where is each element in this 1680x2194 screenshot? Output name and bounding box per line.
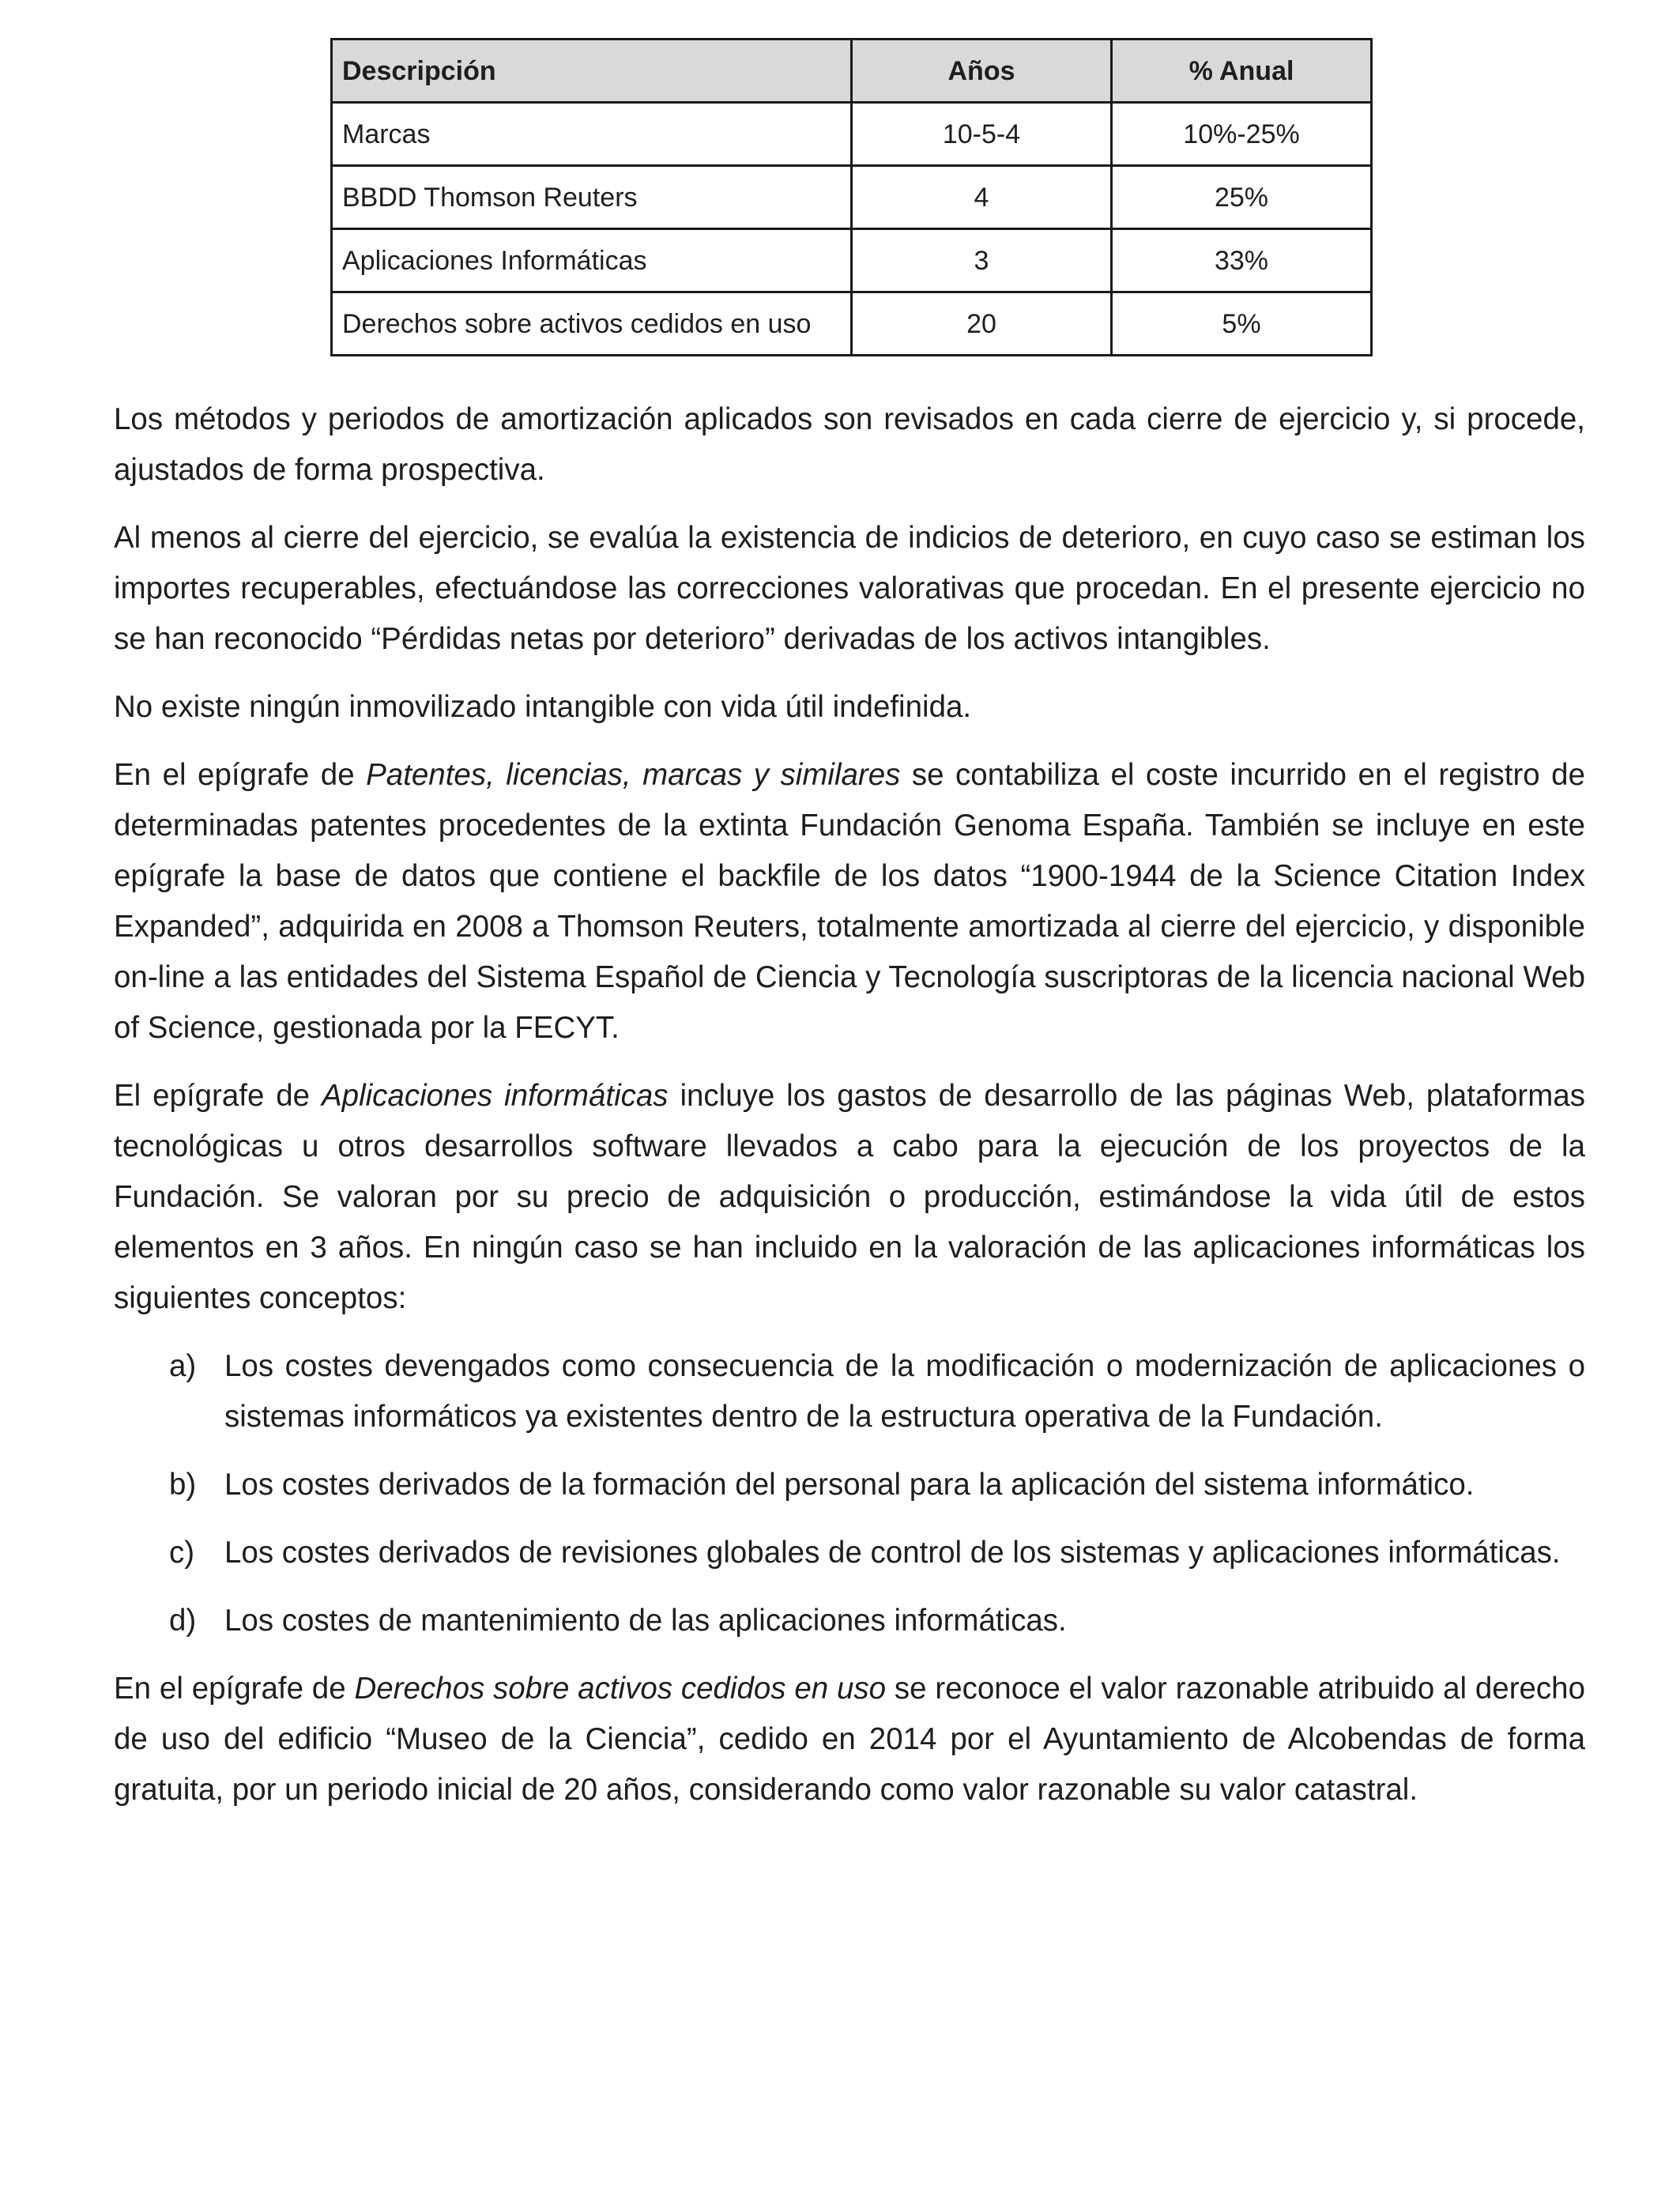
list-item-text: Los costes devengados como consecuencia de la modificación o modernización de aplicaciones o sistemas informáticos ya existentes dentro de la estructura operativa de la Fundación. — [224, 1349, 1585, 1434]
paragraph-emphasis: Derechos sobre activos cedidos en uso — [354, 1672, 887, 1706]
excluded-concepts-list — [114, 1341, 1585, 1646]
list-item-text: Los costes derivados de la formación del personal para la aplicación del sistema informático. — [224, 1468, 1475, 1502]
cell-anual: 10%-25% — [1112, 103, 1372, 166]
paragraph-text: incluye los gastos de desarrollo de las páginas Web, plataformas tecnológicas u otros desarrollos software llevados a cabo para la ejecución de los proyectos de la Fundación. Se valoran por su precio de adquisición o producción, estimándose la vida útil de estos elementos en 3 años. En ningún caso se han incluido en la valoración de las aplicaciones informáticas los siguientes conceptos: — [114, 1079, 1585, 1315]
cell-anos: 3 — [852, 229, 1112, 292]
list-item-text: Los costes derivados de revisiones globales de control de los sistemas y aplicaciones informáticas. — [224, 1536, 1561, 1570]
paragraph-text: En el epígrafe de — [114, 758, 367, 792]
header-descripcion: Descripción — [332, 40, 852, 103]
cell-anual: 5% — [1112, 292, 1372, 356]
paragraph-text: se reconoce el valor razonable atribuido al derecho de uso del edificio “Museo de la Ciencia”, cedido en 2014 por el Ayuntamiento de Alcobendas de forma gratuita, por un periodo inicial de 20 años, considerando como valor razonable su valor catastral. — [114, 1672, 1585, 1807]
header-anual: % Anual — [1112, 40, 1372, 103]
cell-descripcion: BBDD Thomson Reuters — [332, 166, 852, 229]
table-row — [332, 166, 1372, 229]
list-marker: d) — [169, 1604, 197, 1638]
paragraph-deterioro: Al menos al cierre del ejercicio, se evalúa la existencia de indicios de deterioro, en cuyo caso se estiman los importes recuperables, efectuándose las correcciones valorativas que procedan. En el presente ejercicio no se han reconocido “Pérdidas netas por deterioro” derivadas de los activos intangibles. — [114, 521, 1585, 656]
list-item — [114, 1596, 1585, 1646]
paragraph-patentes — [114, 750, 1585, 1054]
paragraph-vida-util: No existe ningún inmovilizado intangible con vida útil indefinida. — [114, 690, 972, 724]
paragraph-derechos — [114, 1664, 1585, 1815]
paragraph-text: En el epígrafe de — [114, 1672, 355, 1706]
paragraph-text: se contabiliza el coste incurrido en el registro de determinadas patentes procedentes de la extinta Fundación Genoma España. También se incluye en este epígrafe la base de datos que contiene el backfile de los datos “1900-1944 de la Science Citation Index Expanded”, adquirida en 2008 a Thomson Reuters, totalmente amortizada al cierre del ejercicio, y disponible on-line a las entidades del Sistema Español de Ciencia y Tecnología suscriptoras de la licencia nacional Web of Science, gestionada por la FECYT. — [114, 758, 1586, 1045]
cell-anual: 25% — [1112, 166, 1372, 229]
table-row — [332, 229, 1372, 292]
list-marker: a) — [169, 1349, 197, 1383]
list-item-text: Los costes de mantenimiento de las aplicaciones informáticas. — [224, 1604, 1067, 1638]
list-item — [114, 1528, 1585, 1578]
cell-anual: 33% — [1112, 229, 1372, 292]
amortization-table — [330, 38, 1373, 356]
list-marker: b) — [169, 1468, 197, 1502]
paragraph-aplicaciones — [114, 1071, 1585, 1324]
cell-anos: 20 — [852, 292, 1112, 356]
cell-descripcion: Aplicaciones Informáticas — [332, 229, 852, 292]
list-item — [114, 1460, 1585, 1510]
table-row — [332, 103, 1372, 166]
paragraph-metodos: Los métodos y periodos de amortización aplicados son revisados en cada cierre de ejercicio y, si procede, ajustados de forma prospectiva. — [114, 402, 1585, 487]
table-header-row — [332, 40, 1372, 103]
table-row — [332, 292, 1372, 356]
paragraph-emphasis: Patentes, licencias, marcas y similares — [366, 758, 901, 792]
cell-anos: 10-5-4 — [852, 103, 1112, 166]
list-item — [114, 1341, 1585, 1442]
header-anos: Años — [852, 40, 1112, 103]
cell-descripcion: Derechos sobre activos cedidos en uso — [332, 292, 852, 356]
cell-descripcion: Marcas — [332, 103, 852, 166]
cell-anos: 4 — [852, 166, 1112, 229]
body-text — [114, 394, 1585, 1815]
paragraph-emphasis: Aplicaciones informáticas — [321, 1079, 669, 1113]
list-marker: c) — [169, 1536, 195, 1570]
paragraph-text: El epígrafe de — [114, 1079, 322, 1113]
